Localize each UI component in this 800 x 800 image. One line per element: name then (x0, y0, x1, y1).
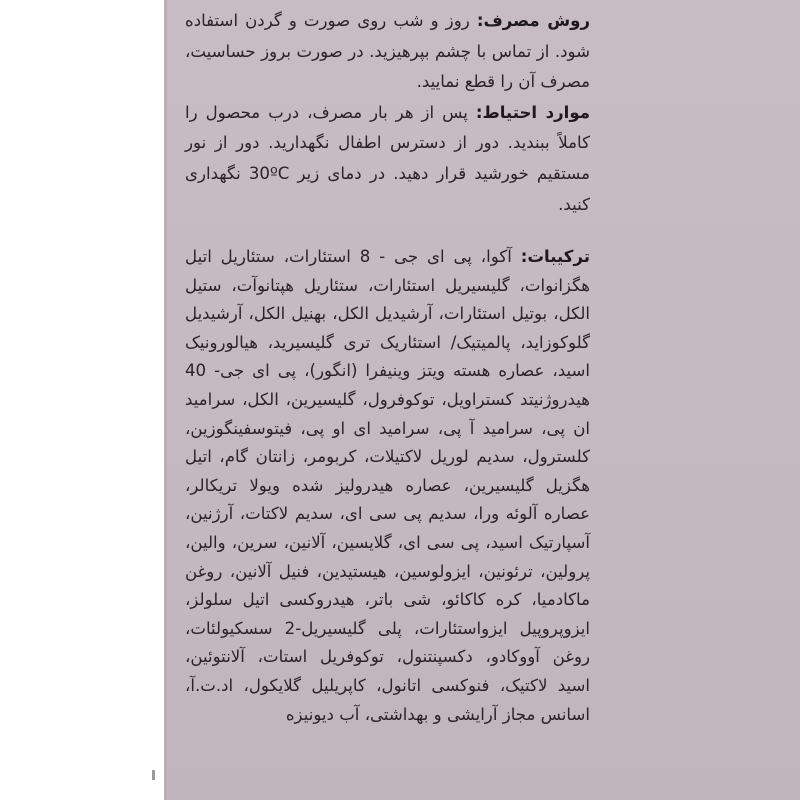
usage-heading: روش مصرف: (476, 11, 591, 30)
ingredients-heading: ترکیبات: (520, 247, 590, 266)
precautions-text: پس از هر بار مصرف، درب محصول را کاملاً ببندید. دور از دسترس اطفال نگهدارید. دور از نور مستقیم خورشید قرار دهید. در دمای زیر 30ºC نگهداری کنید. (185, 102, 591, 214)
ingredients-text: آکوا، پی ای جی - 8 استئارات، ستئاریل اتیل هگزانوات، گلیسیریل استئارات، ستئاریل هپتانوآت، ستیل الکل، بوتیل استئارات، آرشیدیل الکل، بهنیل الکل، آرشیدیل گلوکوزاید، پالمیتیک/ استئاریک تری گلیسیرید، هیالورونیک اسید، عصاره هسته ویتز وینیفرا (انگور)، پی ای جی- 40 هیدروژنیتد کستراویل، توکوفرول، گلیسیرین، الکل، سرامید ان پی، سرامید آ پی، سرامید ای او پی، فیتوسفینگوزین، کلسترول، سدیم لوریل لاکتیلات، کربومر، زانتان گام، اتیل هگزیل گلیسیرین، عصاره هیدرولیز شده ویولا تریکالر، عصاره آلوئه ورا، سدیم پی سی ای، سدیم لاکتات، آرژنین، آسپارتیک اسید، پی سی ای، گلایسین، آلانین، سرین، والین، پرولین، ترئونین، ایزولوسین، هیستیدین، فنیل آلانین، روغن ماکادمیا، کره کاکائو، شی باتر، هیدروکسی اتیل سلولز، ایزوپروپیل ایزواستئارات، پلی گلیسیریل-2 سسکیولئات، روغن آووکادو، دکسپنتنول، توکوفریل استات، آلانتوئین، اسید لاکتیک، فنوکسی اتانول، کاپریلیل گلایکول، اد.ت.آ، اسانس مجاز آرایشی و بهداشتی، آب دیونیزه (185, 247, 590, 724)
edge-mark (152, 770, 155, 780)
precautions-heading: موارد احتیاط: (475, 102, 591, 122)
ingredients-block (185, 243, 590, 729)
usage-and-precautions-block (185, 6, 590, 220)
panel-edge (164, 0, 167, 800)
usage-text: روز و شب روی صورت و گردن استفاده شود. از تماس با چشم بپرهیزید. در صورت بروز حساسیت، مصرف آن را قطع نمایید. (185, 11, 590, 92)
